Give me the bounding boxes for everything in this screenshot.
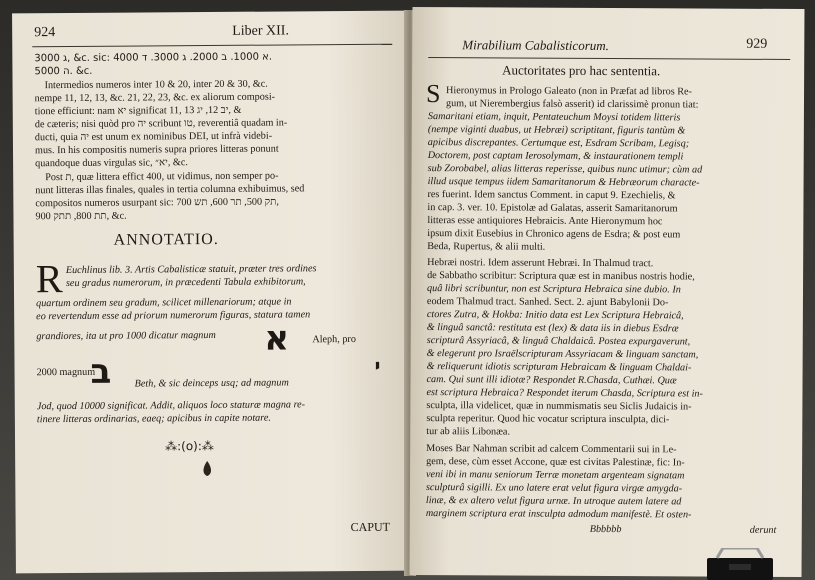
annotation-line: 2000 magnum (36, 366, 96, 379)
catchword: CAPUT (350, 519, 391, 535)
text-line: ctores Zutra, & Hokba: Initio data est Lex Scriptura Hebraicâ, (426, 309, 684, 322)
right-running-head: Mirabilium Cabalisticorum. (462, 37, 609, 54)
ornament-drop-icon (199, 460, 215, 478)
text-line: Hieronymus in Prologo Galeato (non in Præfat ad libros Re- (446, 85, 692, 98)
text-line: in cap. 3. ver. 10. Epistolæ ad Galatas, asserit Samaritanorum (427, 202, 678, 215)
text-line: linæ, & ex altero velut figura urnæ. In utroque autem latere ad (425, 495, 682, 508)
section-title: ANNOTATIO. (113, 230, 219, 249)
text-line: ipsum dixit Eusebius in Chronico agens de Esdra; & post eum (427, 228, 681, 241)
big-beth-glyph: ב (90, 351, 112, 392)
aleph-label: Aleph, pro (312, 333, 356, 346)
text-line: ג 3000, &c. sic: א 1000. ב 2000. ג 3000. ד 4000. (34, 51, 273, 65)
text-line: veni ibi in manu seniorum Terræ monetam argenteam signatam (426, 469, 685, 482)
annotation-line: eo revertendum esse ad priorum numerorum figuras, statura tamen (36, 309, 311, 323)
right-page-number: 929 (746, 36, 768, 52)
annotation-line: quartum ordinem seu gradum, scilicet millenariorum; atque in (36, 296, 292, 310)
text-line: res fuerint. Idem sanctus Comment. in caput 9. Ezechielis, & (427, 189, 676, 202)
text-line: de Sabbatho scribitur: Scriptura quæ est in manibus nostris hodie, (427, 270, 695, 283)
beth-label: Beth, & sic deinceps usq; ad magnum (134, 377, 289, 390)
big-yod-glyph: י (374, 353, 381, 378)
text-line: quâ libri scribuntur, non est Scriptura Hebraica sine dubio. In (426, 283, 681, 296)
text-line: compositos numeros usurpant sic: תק 500, תר 600, תש 700, (35, 196, 279, 210)
signature-mark: Bbbbbb (589, 523, 622, 536)
left-running-head: Liber XII. (232, 23, 289, 39)
annotation-line: Euchlinus lib. 3. Artis Cabalisticæ statuit, præter tres ordines (65, 263, 317, 277)
text-line: est scriptura Hebraica? Respondet iterum Chasda, Scriptura est in- (426, 387, 703, 400)
text-line: Samaritani etiam, inquit, Pentateuchum Moysi totidem litteris (427, 111, 681, 124)
text-line: Hebræi nostri. Idem asserunt Hebræi. In Thalmud tract. (427, 257, 654, 270)
drop-cap: S (425, 79, 441, 109)
text-line: apicibus discrepantes. Certumque est, Esdram Scribam, Legisq; (427, 137, 690, 150)
big-aleph-glyph: א (264, 318, 290, 359)
text-line: de cæteris; nisi quòd pro יה scribunt טו, reverentiâ quadam in- (34, 117, 288, 131)
text-line: cam. Qui sunt illi idiotæ? Respondet R.Chasda, Cuthæi. Quæ (426, 374, 677, 387)
text-line: & linguâ sanctâ: restituta est (lex) & data iis in diebus Esdræ (426, 322, 679, 335)
right-head-rule (428, 57, 790, 60)
text-line: & reliquerunt idiotis scripturam Hebraicam & linguam Chaldai- (426, 361, 692, 374)
left-page (12, 11, 410, 574)
text-line: Beda, Rupertus, & alii multi. (427, 241, 546, 253)
text-line: tione efficiunt: nam יא significat 11, יב 12, יג 13, & (34, 104, 242, 118)
text-line: nempe 11, 12, 13, &c. 21, 22, 23, &c. ex aliorum composi- (34, 91, 276, 105)
text-line: Moses Bar Nahman scribit ad calcem Commentarii sui in Le- (426, 443, 677, 456)
text-line: mus. In his compositis numeris supra priores litteras ponunt (34, 143, 279, 157)
text-line: Intermedios numeros inter 10 & 20, inter 20 & 30, &c. (44, 78, 268, 92)
text-line: ה 5000. &c. (34, 65, 93, 78)
text-line: תת 800, תתק 900, &c. (35, 210, 127, 223)
text-line: Doctorem, post captam Ierosolymam, & instaurationem templi (427, 150, 684, 163)
text-line: tur ab aliis Libonæa. (426, 426, 511, 438)
text-line: scripturâ Assyriacâ, & linguâ Chaldaicâ. Postea expurgaverunt, (426, 335, 691, 348)
annotation-line: Jod, quod 10000 significat. Addit, aliquos loco staturæ magna re- (36, 399, 306, 413)
text-line: litteras esse antiquiores Hebraicis. Ante Hieronymum hoc (427, 215, 663, 228)
annotation-line: seu gradus numerorum, in præcedenti Tabula exhibitorum, (65, 276, 306, 290)
binder-clip-icon (705, 548, 775, 580)
drop-cap: R (35, 256, 63, 302)
text-line: sculpturâ sigilli. Ex uno latere erat velut figura virgæ amygda- (425, 482, 683, 495)
text-line: sub Zorobabel, alias litteras reperisse, quibus nunc utimur; cùm ad (427, 163, 703, 176)
section-title: Auctoritates pro hac sententia. (502, 62, 661, 79)
catchword: derunt (749, 524, 777, 536)
text-line: gem, dese, cùm esset Accone, quæ est civitas Palestinæ, fic: In- (426, 456, 685, 469)
text-line: ducti, quia יה est unum ex nominibus DEI, ut infrà videbi- (34, 130, 273, 144)
text-line: & elegerunt pro Israëlscripturam Assyriacam & linguam sanctam, (426, 348, 699, 361)
text-line: eodem Thalmud tract. Sanhed. Sect. 2. ajunt Babylonii Do- (426, 296, 669, 309)
text-line: marginem scriptura erat insculpta admodum manifestè. Et osten- (425, 508, 692, 521)
text-line: (nempe viginti duabus, ut Hebræi) scriptitant, figuris tantùm & (427, 124, 686, 137)
text-line: gum, ut Nierembergius falsò asserit) id clarissimè pronun tiat: (445, 98, 699, 111)
text-line: quandoque duas virgulas sic, יא״, &c. (35, 157, 188, 170)
text-line: Post ת, quæ littera effict 400, ut vidimus, non semper po- (45, 170, 279, 184)
annotation-line: grandiores, ita ut pro 1000 dicatur magnum (36, 329, 216, 343)
left-head-rule (32, 44, 392, 48)
annotation-line: tinere litteras ordinarias, eaeq; apicibus in capite notare. (36, 412, 271, 426)
text-line: illud usque tempus iidem Samaritanorum & Hebræorum characte- (427, 176, 700, 189)
text-line: sculpta reperitur. Quod hic vocatur scriptura insculpta, dici- (426, 413, 670, 426)
left-page-number: 924 (34, 25, 56, 41)
text-line: nunt litteras illas finales, quales in tertia columna exhibuimus, sed (35, 183, 305, 197)
right-page (410, 7, 805, 577)
ornament: ⁂:(o):⁂ (165, 438, 214, 454)
text-line: sculpta, illa videlicet, quæ in nummismatis seu Siclis Judaicis in- (426, 400, 692, 413)
